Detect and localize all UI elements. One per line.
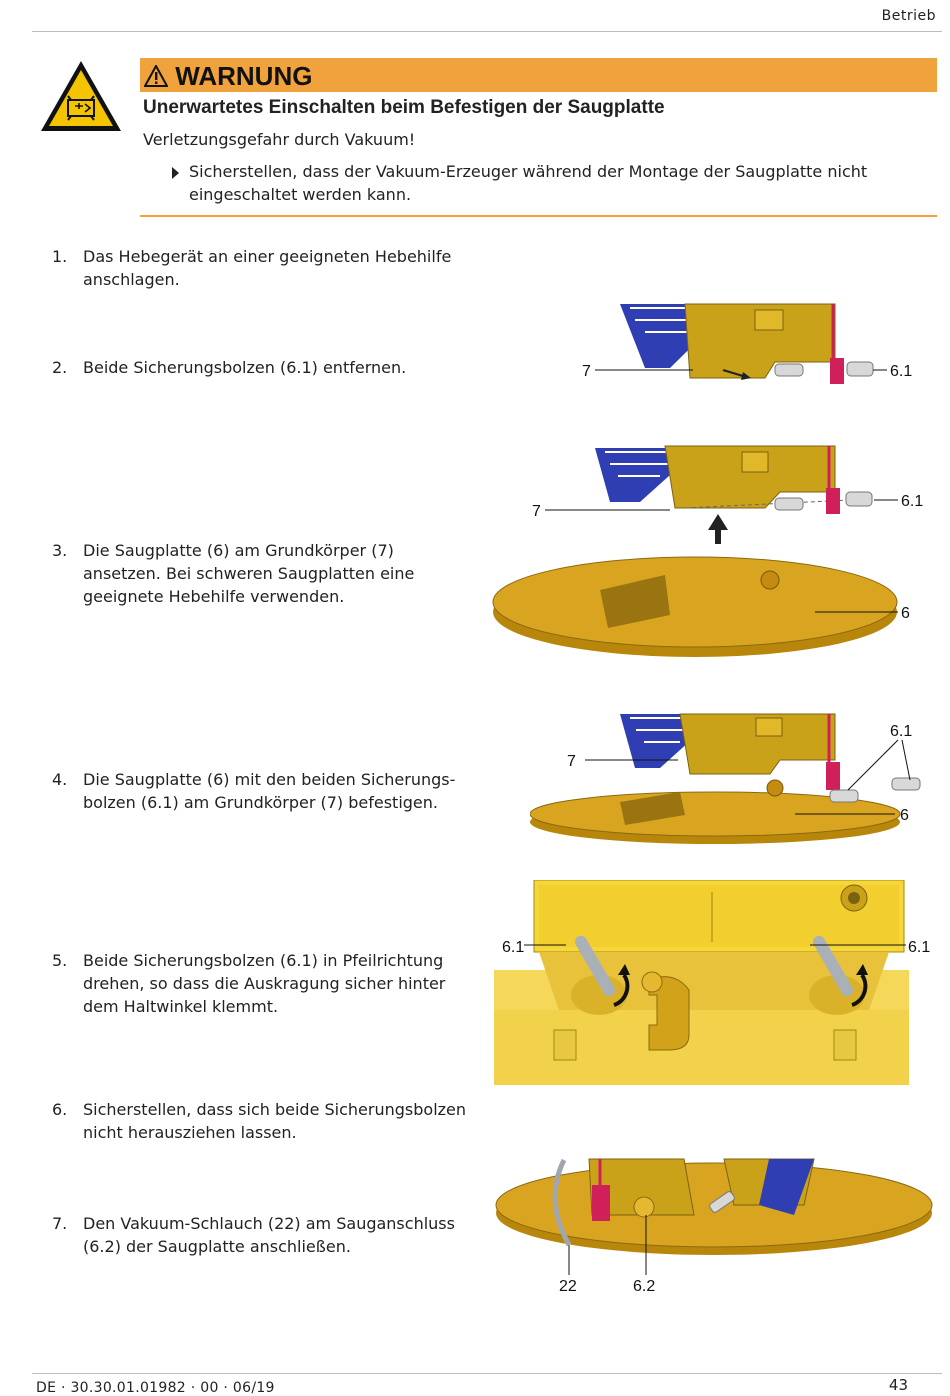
warning-heading: Unerwartetes Einschalten beim Befestigen der Saugplatte (143, 97, 665, 118)
figure-label: 22 (559, 1278, 577, 1295)
figure-label: 6.1 (502, 939, 525, 956)
warning-measure (172, 160, 912, 206)
warning-title (144, 60, 312, 92)
figure-secure-bolts (530, 710, 935, 845)
step-text: Sicherstellen, dass sich beide Sicherungsbolzen nicht herausziehen lassen. (83, 1100, 467, 1142)
figure-connect-hose (494, 1155, 939, 1300)
footer-divider (32, 1373, 942, 1374)
warning-measure-text: Sicherstellen, dass der Vakuum-Erzeuger während der Montage der Saugplatte nicht eingeschaltet werden kann. (189, 162, 868, 204)
step-number: 4. (52, 770, 68, 789)
figure-attach-plate (490, 440, 935, 665)
step-text: Den Vakuum-Schlauch (22) am Sauganschluss (6.2) der Saugplatte anschließen. (83, 1214, 455, 1256)
figure-label: 7 (532, 503, 541, 520)
figure-label: 7 (582, 363, 591, 380)
header-divider (32, 31, 942, 32)
figure-remove-bolts (575, 300, 935, 400)
figure-label: 6.2 (633, 1278, 656, 1295)
figure-label: 6.1 (890, 723, 913, 740)
figure-label: 6.1 (908, 939, 931, 956)
step-6 (52, 1098, 482, 1144)
warning-hazard: Verletzungsgefahr durch Vakuum! (143, 130, 416, 149)
step-3 (52, 539, 452, 608)
warning-divider (140, 215, 937, 217)
bullet-arrow-icon (172, 167, 179, 179)
step-5 (52, 949, 472, 1018)
step-2 (52, 356, 482, 379)
step-7 (52, 1212, 472, 1258)
step-number: 5. (52, 951, 68, 970)
figure-label: 6 (900, 807, 909, 824)
figure-rotate-bolts (494, 880, 939, 1085)
figure-label: 6 (901, 605, 910, 622)
step-text: Die Saugplatte (6) am Grundkörper (7) ansetzen. Bei schweren Saugplatten eine geeignete Hebehilfe verwenden. (83, 541, 415, 606)
step-4 (52, 768, 482, 814)
page-number: 43 (888, 1376, 908, 1394)
section-title: Betrieb (881, 8, 936, 24)
warning-triangle-icon (144, 65, 168, 87)
document-id: DE · 30.30.01.01982 · 00 · 06/19 (36, 1380, 275, 1396)
step-text: Das Hebegerät an einer geeigneten Hebehilfe anschlagen. (83, 247, 452, 289)
step-text: Beide Sicherungsbolzen (6.1) entfernen. (83, 358, 407, 377)
figure-label: 6.1 (890, 363, 913, 380)
step-number: 7. (52, 1214, 68, 1233)
step-number: 3. (52, 541, 68, 560)
step-text: Beide Sicherungsbolzen (6.1) in Pfeilrichtung drehen, so dass die Auskragung sicher hinter dem Haltwinkel klemmt. (83, 951, 446, 1016)
step-number: 6. (52, 1100, 68, 1119)
step-number: 2. (52, 358, 68, 377)
figure-label: 6.1 (901, 493, 924, 510)
step-text: Die Saugplatte (6) mit den beiden Sicherungs-bolzen (6.1) am Grundkörper (7) befestigen. (83, 770, 456, 812)
step-number: 1. (52, 247, 68, 266)
step-1 (52, 245, 482, 291)
warning-label: WARNUNG (175, 61, 313, 91)
figure-label: 7 (567, 753, 576, 770)
vacuum-hazard-icon (38, 58, 124, 134)
